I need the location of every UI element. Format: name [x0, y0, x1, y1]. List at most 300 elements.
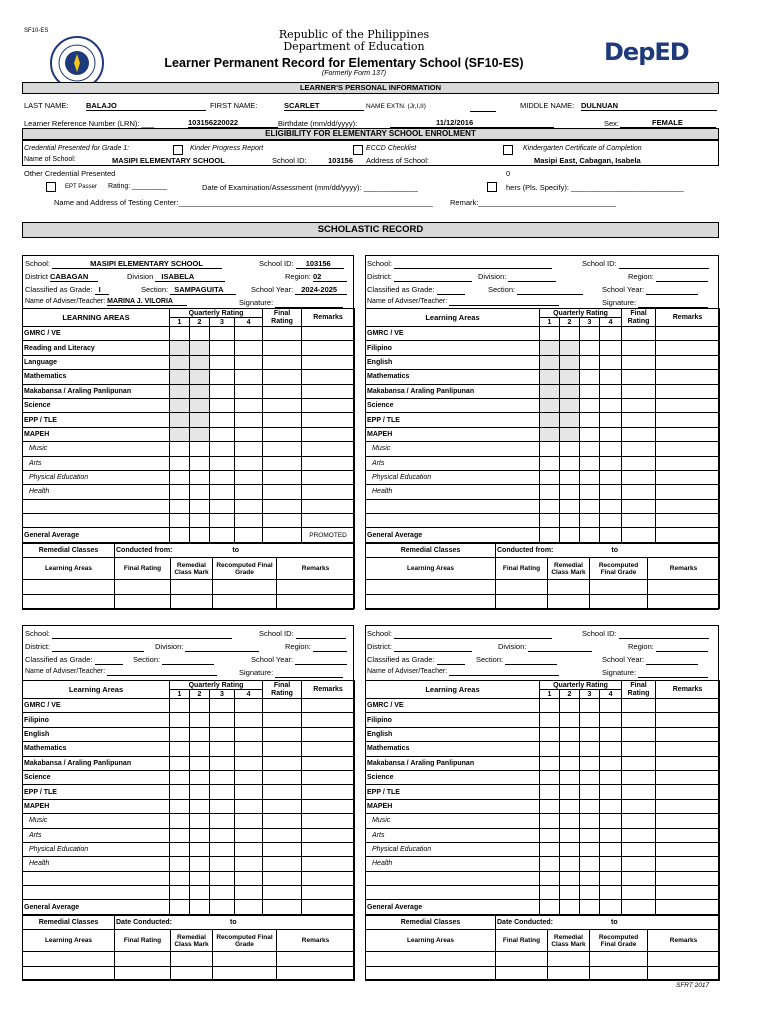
- final-rating-cell[interactable]: [622, 384, 656, 398]
- remedial-cell[interactable]: [590, 966, 648, 980]
- final-rating-cell[interactable]: [622, 886, 656, 900]
- quarter-grade-cell[interactable]: [235, 770, 263, 784]
- final-rating-cell[interactable]: [622, 713, 656, 727]
- eccd-checkbox[interactable]: [353, 145, 363, 155]
- quarter-grade-cell[interactable]: [560, 828, 580, 842]
- quarter-grade-cell[interactable]: [560, 742, 580, 756]
- remarks-cell[interactable]: [656, 814, 720, 828]
- remarks-cell[interactable]: [302, 427, 355, 441]
- quarter-grade-cell[interactable]: [560, 727, 580, 741]
- remarks-cell[interactable]: [656, 514, 720, 528]
- remedial-cell[interactable]: [115, 966, 171, 980]
- quarter-grade-cell[interactable]: [210, 785, 235, 799]
- quarter-grade-cell[interactable]: [210, 871, 235, 885]
- final-rating-cell[interactable]: [263, 799, 302, 813]
- remarks-cell[interactable]: [656, 742, 720, 756]
- kinder-cert-checkbox[interactable]: [503, 145, 513, 155]
- quarter-grade-cell[interactable]: [580, 442, 600, 456]
- quarter-grade-cell[interactable]: [580, 770, 600, 784]
- quarter-grade-cell[interactable]: [600, 857, 622, 871]
- quarter-grade-cell[interactable]: [600, 727, 622, 741]
- quarter-grade-cell[interactable]: [170, 814, 190, 828]
- final-rating-cell[interactable]: [622, 370, 656, 384]
- quarter-grade-cell[interactable]: [170, 727, 190, 741]
- quarter-grade-cell[interactable]: [170, 699, 190, 713]
- quarter-grade-cell[interactable]: [170, 398, 190, 412]
- remarks-cell[interactable]: [302, 370, 355, 384]
- remarks-cell[interactable]: [302, 456, 355, 470]
- quarter-grade-cell[interactable]: [235, 470, 263, 484]
- quarter-grade-cell[interactable]: [600, 341, 622, 355]
- remarks-cell[interactable]: [656, 713, 720, 727]
- quarter-grade-cell[interactable]: [170, 327, 190, 341]
- quarter-grade-cell[interactable]: [235, 341, 263, 355]
- quarter-grade-cell[interactable]: [170, 384, 190, 398]
- quarter-grade-cell[interactable]: [600, 828, 622, 842]
- remarks-cell[interactable]: [656, 886, 720, 900]
- quarter-grade-cell[interactable]: [600, 384, 622, 398]
- quarter-grade-cell[interactable]: [190, 814, 210, 828]
- quarter-grade-cell[interactable]: [210, 727, 235, 741]
- quarter-grade-cell[interactable]: [600, 327, 622, 341]
- final-rating-cell[interactable]: [622, 785, 656, 799]
- remarks-cell[interactable]: [656, 770, 720, 784]
- final-rating-cell[interactable]: [263, 756, 302, 770]
- quarter-grade-cell[interactable]: [600, 370, 622, 384]
- final-rating-cell[interactable]: [263, 384, 302, 398]
- final-rating-cell[interactable]: [622, 828, 656, 842]
- quarter-grade-cell[interactable]: [580, 828, 600, 842]
- final-rating-cell[interactable]: [263, 485, 302, 499]
- final-rating-cell[interactable]: [263, 742, 302, 756]
- quarter-grade-cell[interactable]: [560, 384, 580, 398]
- remedial-cell[interactable]: [23, 966, 115, 980]
- quarter-grade-cell[interactable]: [560, 871, 580, 885]
- remedial-cell[interactable]: [648, 966, 720, 980]
- final-rating-cell[interactable]: [263, 341, 302, 355]
- final-rating-cell[interactable]: [263, 713, 302, 727]
- quarter-grade-cell[interactable]: [540, 842, 560, 856]
- quarter-grade-cell[interactable]: [210, 427, 235, 441]
- quarter-grade-cell[interactable]: [210, 327, 235, 341]
- quarter-grade-cell[interactable]: [170, 499, 190, 513]
- quarter-grade-cell[interactable]: [190, 871, 210, 885]
- remarks-cell[interactable]: [302, 470, 355, 484]
- quarter-grade-cell[interactable]: [235, 485, 263, 499]
- remarks-cell[interactable]: [656, 470, 720, 484]
- remedial-cell[interactable]: [366, 952, 496, 966]
- final-rating-cell[interactable]: [263, 828, 302, 842]
- quarter-grade-cell[interactable]: [540, 470, 560, 484]
- quarter-grade-cell[interactable]: [235, 756, 263, 770]
- quarter-grade-cell[interactable]: [560, 713, 580, 727]
- quarter-grade-cell[interactable]: [190, 341, 210, 355]
- quarter-grade-cell[interactable]: [560, 442, 580, 456]
- quarter-grade-cell[interactable]: [210, 799, 235, 813]
- quarter-grade-cell[interactable]: [210, 514, 235, 528]
- quarter-grade-cell[interactable]: [580, 756, 600, 770]
- remarks-cell[interactable]: [656, 442, 720, 456]
- remarks-cell[interactable]: [656, 355, 720, 369]
- quarter-grade-cell[interactable]: [190, 727, 210, 741]
- quarter-grade-cell[interactable]: [210, 770, 235, 784]
- final-rating-cell[interactable]: [263, 785, 302, 799]
- quarter-grade-cell[interactable]: [190, 828, 210, 842]
- quarter-grade-cell[interactable]: [580, 886, 600, 900]
- quarter-grade-cell[interactable]: [235, 442, 263, 456]
- quarter-grade-cell[interactable]: [190, 427, 210, 441]
- remedial-cell[interactable]: [590, 952, 648, 966]
- quarter-grade-cell[interactable]: [235, 742, 263, 756]
- remedial-cell[interactable]: [366, 966, 496, 980]
- quarter-grade-cell[interactable]: [190, 456, 210, 470]
- quarter-grade-cell[interactable]: [540, 485, 560, 499]
- final-rating-cell[interactable]: [622, 327, 656, 341]
- remarks-cell[interactable]: [656, 370, 720, 384]
- quarter-grade-cell[interactable]: [540, 427, 560, 441]
- quarter-grade-cell[interactable]: [560, 814, 580, 828]
- quarter-grade-cell[interactable]: [210, 470, 235, 484]
- quarter-grade-cell[interactable]: [235, 727, 263, 741]
- final-rating-cell[interactable]: [263, 842, 302, 856]
- quarter-grade-cell[interactable]: [210, 341, 235, 355]
- quarter-grade-cell[interactable]: [210, 355, 235, 369]
- remedial-cell[interactable]: [496, 594, 548, 608]
- quarter-grade-cell[interactable]: [580, 871, 600, 885]
- quarter-grade-cell[interactable]: [600, 756, 622, 770]
- final-rating-cell[interactable]: [622, 499, 656, 513]
- final-rating-cell[interactable]: [622, 814, 656, 828]
- remarks-cell[interactable]: [656, 842, 720, 856]
- remarks-cell[interactable]: [656, 456, 720, 470]
- quarter-grade-cell[interactable]: [540, 756, 560, 770]
- remarks-cell[interactable]: [656, 384, 720, 398]
- quarter-grade-cell[interactable]: [170, 742, 190, 756]
- quarter-grade-cell[interactable]: [560, 857, 580, 871]
- others-checkbox[interactable]: [487, 182, 497, 192]
- quarter-grade-cell[interactable]: [580, 857, 600, 871]
- remarks-cell[interactable]: [302, 799, 355, 813]
- quarter-grade-cell[interactable]: [600, 485, 622, 499]
- quarter-grade-cell[interactable]: [190, 886, 210, 900]
- remedial-cell[interactable]: [590, 580, 648, 594]
- quarter-grade-cell[interactable]: [235, 713, 263, 727]
- remarks-cell[interactable]: [656, 427, 720, 441]
- quarter-grade-cell[interactable]: [540, 384, 560, 398]
- quarter-grade-cell[interactable]: [600, 442, 622, 456]
- remarks-cell[interactable]: [302, 384, 355, 398]
- quarter-grade-cell[interactable]: [560, 370, 580, 384]
- final-rating-cell[interactable]: [622, 742, 656, 756]
- final-rating-cell[interactable]: [263, 470, 302, 484]
- quarter-grade-cell[interactable]: [540, 341, 560, 355]
- quarter-grade-cell[interactable]: [540, 327, 560, 341]
- quarter-grade-cell[interactable]: [210, 499, 235, 513]
- quarter-grade-cell[interactable]: [190, 742, 210, 756]
- final-rating-cell[interactable]: [622, 427, 656, 441]
- remarks-cell[interactable]: [656, 398, 720, 412]
- quarter-grade-cell[interactable]: [560, 341, 580, 355]
- quarter-grade-cell[interactable]: [580, 456, 600, 470]
- remedial-cell[interactable]: [548, 966, 590, 980]
- final-rating-cell[interactable]: [622, 485, 656, 499]
- remarks-cell[interactable]: [302, 713, 355, 727]
- quarter-grade-cell[interactable]: [235, 842, 263, 856]
- quarter-grade-cell[interactable]: [540, 442, 560, 456]
- remarks-cell[interactable]: [656, 413, 720, 427]
- quarter-grade-cell[interactable]: [235, 427, 263, 441]
- remedial-cell[interactable]: [213, 952, 277, 966]
- quarter-grade-cell[interactable]: [540, 828, 560, 842]
- remarks-cell[interactable]: [656, 499, 720, 513]
- quarter-grade-cell[interactable]: [170, 485, 190, 499]
- final-rating-cell[interactable]: [622, 799, 656, 813]
- final-rating-cell[interactable]: [622, 842, 656, 856]
- final-rating-cell[interactable]: [263, 327, 302, 341]
- quarter-grade-cell[interactable]: [560, 756, 580, 770]
- quarter-grade-cell[interactable]: [170, 799, 190, 813]
- final-rating-cell[interactable]: [263, 427, 302, 441]
- quarter-grade-cell[interactable]: [540, 857, 560, 871]
- remarks-cell[interactable]: [656, 871, 720, 885]
- remarks-cell[interactable]: [302, 699, 355, 713]
- remarks-cell[interactable]: [302, 785, 355, 799]
- remarks-cell[interactable]: [302, 355, 355, 369]
- quarter-grade-cell[interactable]: [170, 785, 190, 799]
- final-rating-cell[interactable]: [622, 398, 656, 412]
- quarter-grade-cell[interactable]: [235, 499, 263, 513]
- quarter-grade-cell[interactable]: [600, 871, 622, 885]
- remarks-cell[interactable]: [302, 514, 355, 528]
- quarter-grade-cell[interactable]: [190, 713, 210, 727]
- remarks-cell[interactable]: [656, 828, 720, 842]
- quarter-grade-cell[interactable]: [560, 799, 580, 813]
- remedial-cell[interactable]: [277, 580, 355, 594]
- remedial-cell[interactable]: [366, 580, 496, 594]
- quarter-grade-cell[interactable]: [580, 384, 600, 398]
- quarter-grade-cell[interactable]: [540, 814, 560, 828]
- quarter-grade-cell[interactable]: [540, 514, 560, 528]
- quarter-grade-cell[interactable]: [190, 785, 210, 799]
- quarter-grade-cell[interactable]: [560, 699, 580, 713]
- quarter-grade-cell[interactable]: [235, 699, 263, 713]
- quarter-grade-cell[interactable]: [235, 398, 263, 412]
- quarter-grade-cell[interactable]: [235, 327, 263, 341]
- remedial-cell[interactable]: [648, 594, 720, 608]
- quarter-grade-cell[interactable]: [210, 485, 235, 499]
- quarter-grade-cell[interactable]: [540, 355, 560, 369]
- quarter-grade-cell[interactable]: [210, 699, 235, 713]
- final-rating-cell[interactable]: [263, 770, 302, 784]
- quarter-grade-cell[interactable]: [235, 799, 263, 813]
- quarter-grade-cell[interactable]: [210, 814, 235, 828]
- quarter-grade-cell[interactable]: [600, 742, 622, 756]
- quarter-grade-cell[interactable]: [170, 470, 190, 484]
- final-rating-cell[interactable]: [263, 514, 302, 528]
- quarter-grade-cell[interactable]: [170, 713, 190, 727]
- quarter-grade-cell[interactable]: [560, 427, 580, 441]
- quarter-grade-cell[interactable]: [560, 842, 580, 856]
- quarter-grade-cell[interactable]: [170, 514, 190, 528]
- quarter-grade-cell[interactable]: [560, 499, 580, 513]
- quarter-grade-cell[interactable]: [235, 871, 263, 885]
- remedial-cell[interactable]: [277, 966, 355, 980]
- quarter-grade-cell[interactable]: [190, 470, 210, 484]
- quarter-grade-cell[interactable]: [580, 413, 600, 427]
- remarks-cell[interactable]: [656, 699, 720, 713]
- quarter-grade-cell[interactable]: [170, 886, 190, 900]
- remedial-cell[interactable]: [496, 952, 548, 966]
- quarter-grade-cell[interactable]: [190, 398, 210, 412]
- quarter-grade-cell[interactable]: [190, 770, 210, 784]
- quarter-grade-cell[interactable]: [580, 799, 600, 813]
- quarter-grade-cell[interactable]: [540, 398, 560, 412]
- quarter-grade-cell[interactable]: [540, 727, 560, 741]
- remedial-cell[interactable]: [366, 594, 496, 608]
- remedial-cell[interactable]: [648, 580, 720, 594]
- final-rating-cell[interactable]: [263, 814, 302, 828]
- final-rating-cell[interactable]: [263, 442, 302, 456]
- remedial-cell[interactable]: [496, 580, 548, 594]
- final-rating-cell[interactable]: [263, 857, 302, 871]
- quarter-grade-cell[interactable]: [170, 756, 190, 770]
- remedial-cell[interactable]: [23, 952, 115, 966]
- quarter-grade-cell[interactable]: [540, 456, 560, 470]
- quarter-grade-cell[interactable]: [560, 413, 580, 427]
- quarter-grade-cell[interactable]: [235, 384, 263, 398]
- remedial-cell[interactable]: [115, 952, 171, 966]
- final-rating-cell[interactable]: [263, 398, 302, 412]
- quarter-grade-cell[interactable]: [600, 427, 622, 441]
- quarter-grade-cell[interactable]: [580, 485, 600, 499]
- quarter-grade-cell[interactable]: [560, 398, 580, 412]
- remarks-cell[interactable]: [656, 485, 720, 499]
- quarter-grade-cell[interactable]: [580, 370, 600, 384]
- quarter-grade-cell[interactable]: [600, 814, 622, 828]
- quarter-grade-cell[interactable]: [235, 785, 263, 799]
- remedial-cell[interactable]: [23, 580, 115, 594]
- final-rating-cell[interactable]: [622, 514, 656, 528]
- quarter-grade-cell[interactable]: [235, 828, 263, 842]
- remarks-cell[interactable]: [656, 785, 720, 799]
- final-rating-cell[interactable]: [263, 886, 302, 900]
- remarks-cell[interactable]: [302, 756, 355, 770]
- remarks-cell[interactable]: [656, 756, 720, 770]
- quarter-grade-cell[interactable]: [210, 370, 235, 384]
- quarter-grade-cell[interactable]: [540, 713, 560, 727]
- final-rating-cell[interactable]: [622, 857, 656, 871]
- remarks-cell[interactable]: [302, 886, 355, 900]
- quarter-grade-cell[interactable]: [560, 886, 580, 900]
- remarks-cell[interactable]: [656, 857, 720, 871]
- quarter-grade-cell[interactable]: [540, 886, 560, 900]
- quarter-grade-cell[interactable]: [580, 514, 600, 528]
- quarter-grade-cell[interactable]: [580, 713, 600, 727]
- quarter-grade-cell[interactable]: [210, 413, 235, 427]
- quarter-grade-cell[interactable]: [600, 799, 622, 813]
- quarter-grade-cell[interactable]: [190, 413, 210, 427]
- quarter-grade-cell[interactable]: [560, 470, 580, 484]
- quarter-grade-cell[interactable]: [190, 442, 210, 456]
- quarter-grade-cell[interactable]: [235, 355, 263, 369]
- quarter-grade-cell[interactable]: [210, 857, 235, 871]
- quarter-grade-cell[interactable]: [580, 785, 600, 799]
- remedial-cell[interactable]: [496, 966, 548, 980]
- quarter-grade-cell[interactable]: [580, 327, 600, 341]
- quarter-grade-cell[interactable]: [210, 756, 235, 770]
- final-rating-cell[interactable]: [622, 699, 656, 713]
- quarter-grade-cell[interactable]: [235, 814, 263, 828]
- quarter-grade-cell[interactable]: [235, 456, 263, 470]
- quarter-grade-cell[interactable]: [190, 485, 210, 499]
- remarks-cell[interactable]: [302, 485, 355, 499]
- quarter-grade-cell[interactable]: [190, 799, 210, 813]
- final-rating-cell[interactable]: [622, 442, 656, 456]
- quarter-grade-cell[interactable]: [190, 327, 210, 341]
- quarter-grade-cell[interactable]: [600, 514, 622, 528]
- remedial-cell[interactable]: [213, 594, 277, 608]
- quarter-grade-cell[interactable]: [560, 327, 580, 341]
- quarter-grade-cell[interactable]: [170, 828, 190, 842]
- remedial-cell[interactable]: [548, 952, 590, 966]
- quarter-grade-cell[interactable]: [210, 886, 235, 900]
- quarter-grade-cell[interactable]: [540, 499, 560, 513]
- quarter-grade-cell[interactable]: [560, 514, 580, 528]
- quarter-grade-cell[interactable]: [210, 742, 235, 756]
- quarter-grade-cell[interactable]: [540, 699, 560, 713]
- quarter-grade-cell[interactable]: [170, 370, 190, 384]
- remarks-cell[interactable]: [302, 828, 355, 842]
- quarter-grade-cell[interactable]: [190, 370, 210, 384]
- quarter-grade-cell[interactable]: [170, 456, 190, 470]
- quarter-grade-cell[interactable]: [600, 470, 622, 484]
- quarter-grade-cell[interactable]: [540, 370, 560, 384]
- quarter-grade-cell[interactable]: [235, 370, 263, 384]
- remedial-cell[interactable]: [277, 952, 355, 966]
- quarter-grade-cell[interactable]: [210, 442, 235, 456]
- remedial-cell[interactable]: [115, 594, 171, 608]
- quarter-grade-cell[interactable]: [540, 742, 560, 756]
- remarks-cell[interactable]: [656, 327, 720, 341]
- remarks-cell[interactable]: [302, 842, 355, 856]
- quarter-grade-cell[interactable]: [580, 427, 600, 441]
- quarter-grade-cell[interactable]: [210, 713, 235, 727]
- remarks-cell[interactable]: [302, 727, 355, 741]
- quarter-grade-cell[interactable]: [600, 713, 622, 727]
- final-rating-cell[interactable]: [622, 871, 656, 885]
- remarks-cell[interactable]: [302, 341, 355, 355]
- quarter-grade-cell[interactable]: [210, 384, 235, 398]
- final-rating-cell[interactable]: [622, 341, 656, 355]
- quarter-grade-cell[interactable]: [580, 742, 600, 756]
- remarks-cell[interactable]: [302, 857, 355, 871]
- quarter-grade-cell[interactable]: [235, 413, 263, 427]
- quarter-grade-cell[interactable]: [170, 413, 190, 427]
- final-rating-cell[interactable]: [263, 370, 302, 384]
- quarter-grade-cell[interactable]: [210, 828, 235, 842]
- kinder-progress-checkbox[interactable]: [173, 145, 183, 155]
- final-rating-cell[interactable]: [263, 456, 302, 470]
- remedial-cell[interactable]: [590, 594, 648, 608]
- quarter-grade-cell[interactable]: [600, 413, 622, 427]
- quarter-grade-cell[interactable]: [600, 699, 622, 713]
- quarter-grade-cell[interactable]: [170, 442, 190, 456]
- quarter-grade-cell[interactable]: [600, 770, 622, 784]
- remedial-cell[interactable]: [648, 952, 720, 966]
- quarter-grade-cell[interactable]: [540, 413, 560, 427]
- remarks-cell[interactable]: [302, 327, 355, 341]
- remedial-cell[interactable]: [171, 966, 213, 980]
